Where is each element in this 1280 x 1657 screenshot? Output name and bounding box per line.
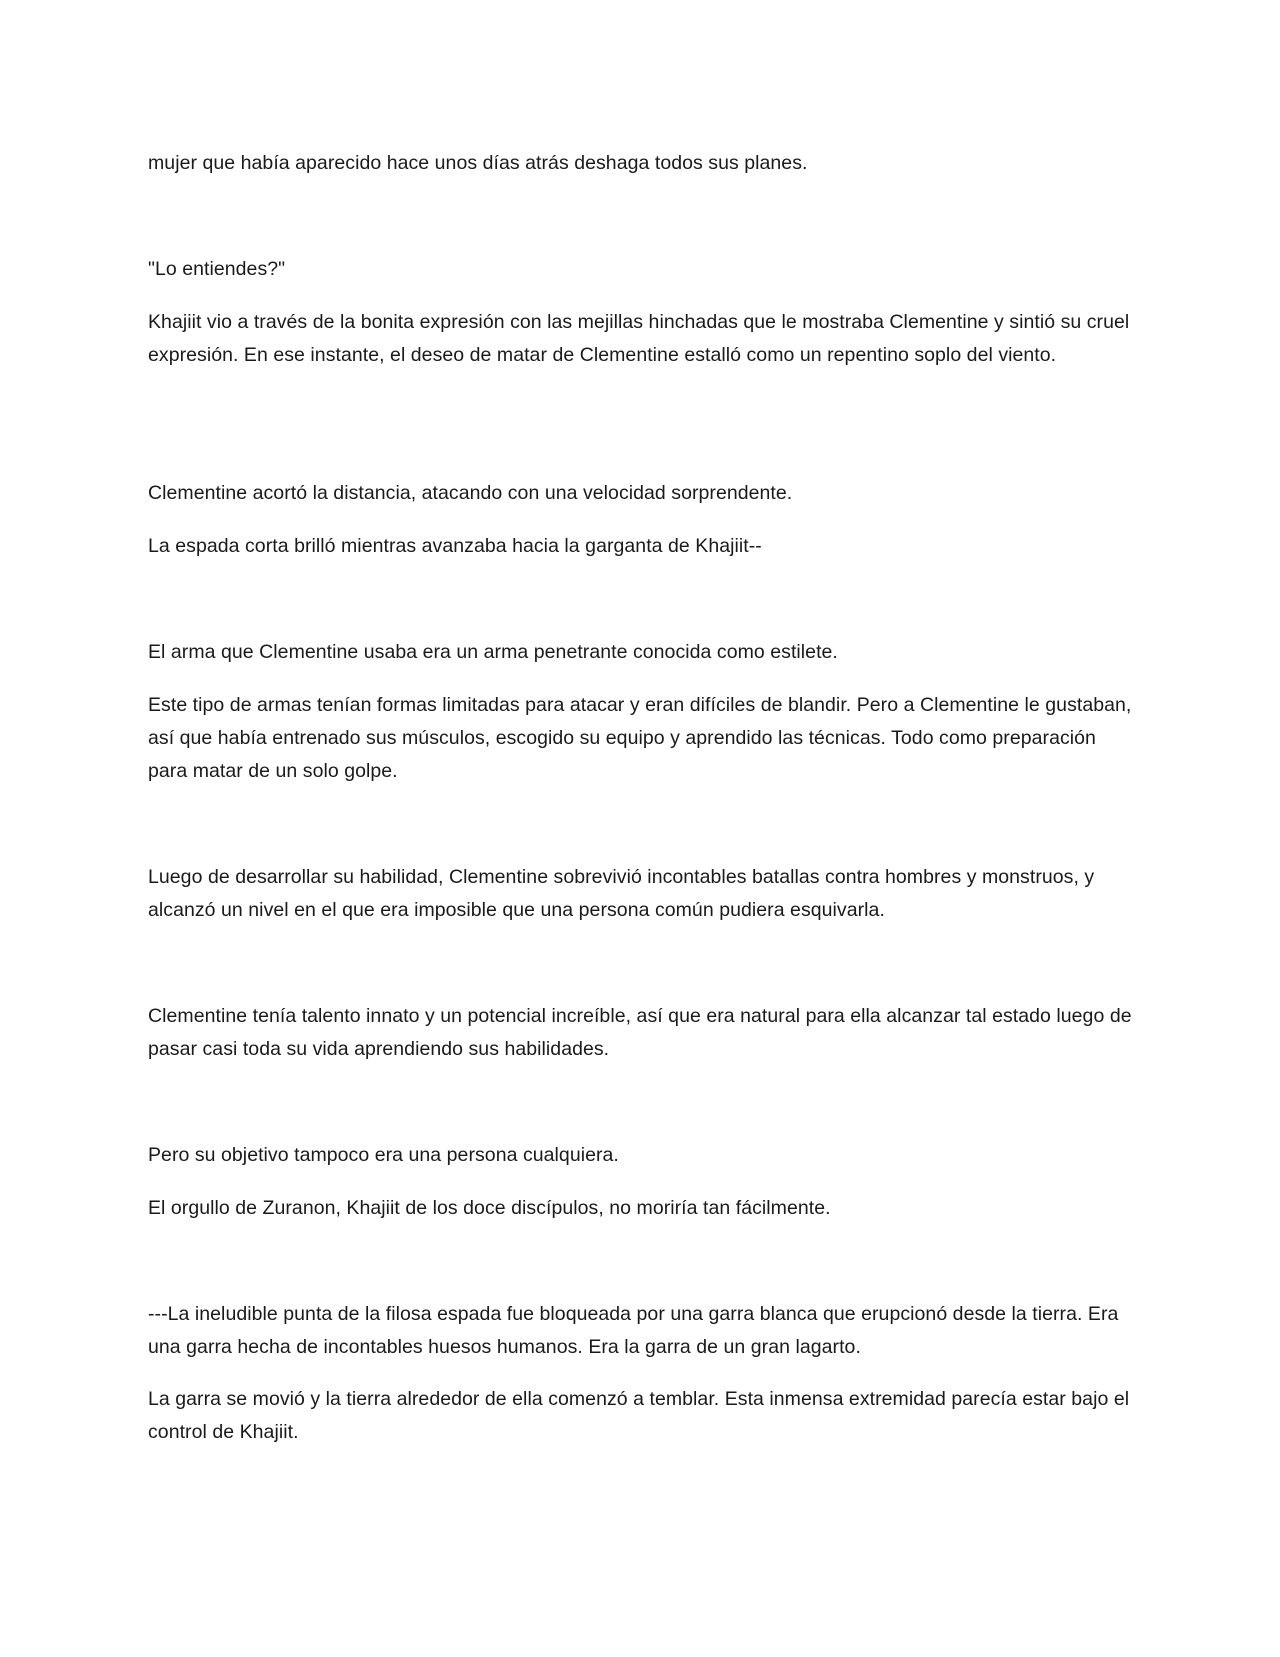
paragraph-8: Luego de desarrollar su habilidad, Clementine sobrevivió incontables batallas contra hombres y monstruos, y alcanzó un nivel en el que era imposible que una persona común pudiera esquivarla. <box>148 866 1095 921</box>
paragraph-5: La espada corta brilló mientras avanzaba hacia la garganta de Khajiit-- <box>148 535 762 557</box>
paragraph-4: Clementine acortó la distancia, atacando con una velocidad sorprendente. <box>148 482 793 504</box>
paragraph-11: El orgullo de Zuranon, Khajiit de los doce discípulos, no moriría tan fácilmente. <box>148 1197 831 1219</box>
paragraph-2: "Lo entiendes?" <box>148 258 286 280</box>
paragraph-13: La garra se movió y la tierra alrededor de ella comenzó a temblar. Esta inmensa extremidad parecía estar bajo el control de Khajiit. <box>148 1388 1130 1443</box>
paragraph-6: El arma que Clementine usaba era un arma penetrante conocida como estilete. <box>148 641 838 663</box>
paragraph-7: Este tipo de armas tenían formas limitadas para atacar y eran difíciles de blandir. Pero a Clementine le gustaban, así que había entrenado sus músculos, escogido su equipo y aprendido las técnicas. Todo como preparación para matar de un solo golpe. <box>148 694 1132 782</box>
paragraph-1: mujer que había aparecido hace unos días atrás deshaga todos sus planes. <box>148 152 808 174</box>
paragraph-10: Pero su objetivo tampoco era una persona cualquiera. <box>148 1144 619 1166</box>
paragraph-9: Clementine tenía talento innato y un potencial increíble, así que era natural para ella alcanzar tal estado luego de pasar casi toda su vida aprendiendo sus habilidades. <box>148 1005 1132 1060</box>
paragraph-3: Khajiit vio a través de la bonita expresión con las mejillas hinchadas que le mostraba Clementine y sintió su cruel expresión. En ese instante, el deseo de matar de Clementine estalló como un repentino soplo del viento. <box>148 311 1130 366</box>
paragraph-12: ---La ineludible punta de la filosa espada fue bloqueada por una garra blanca que erupcionó desde la tierra. Era una garra hecha de incontables huesos humanos. Era la garra de un gran lagarto. <box>148 1303 1119 1358</box>
